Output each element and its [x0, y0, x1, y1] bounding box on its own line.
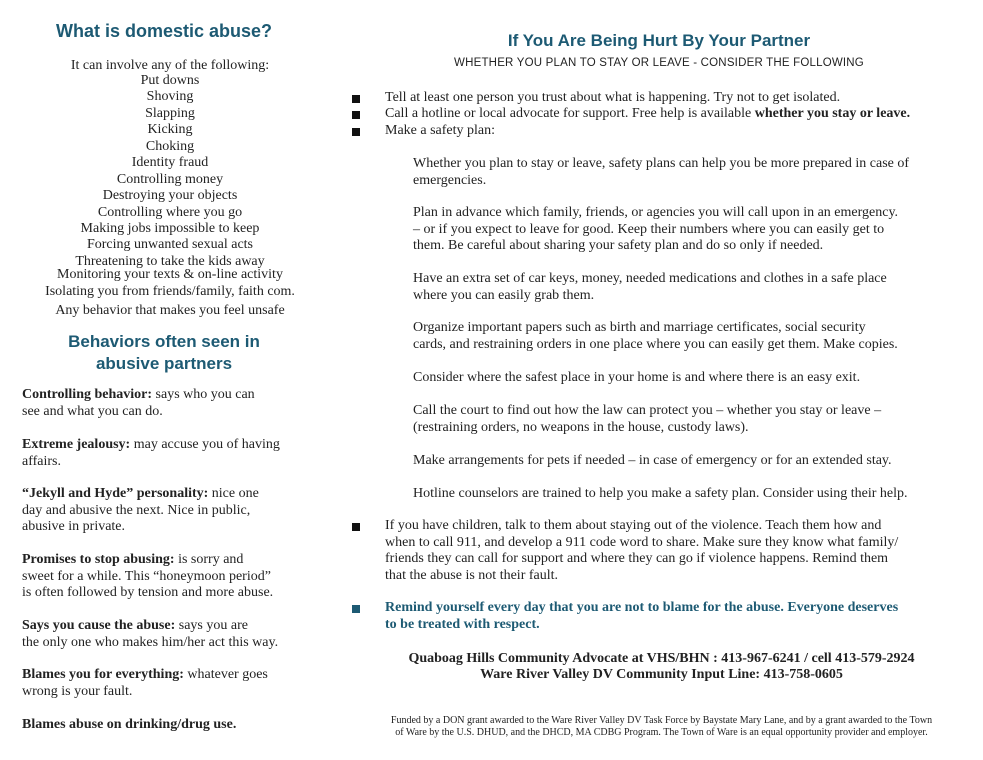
- safety-plan-line: Have an extra set of car keys, money, needed medications and clothes in a safe place: [413, 271, 887, 286]
- abuse-list-item: Destroying your objects: [102, 188, 238, 203]
- abuse-list-item: Choking: [145, 139, 195, 154]
- safety-plan-line: them. Be careful about sharing your safety plan and do so only if needed.: [413, 238, 824, 253]
- abuse-list-item: Shoving: [146, 89, 194, 104]
- bullet-call-hotline-text: Call a hotline or local advocate for support. Free help is available: [385, 106, 755, 121]
- safety-plan-line: emergencies.: [413, 172, 487, 188]
- safety-plan-line: Hotline counselors are trained to help you make a safety plan. Consider using their help.: [413, 486, 908, 501]
- behavior-description: says who you can: [152, 387, 255, 402]
- behavior-line: see and what you can do.: [22, 403, 163, 419]
- behaviors-title-line-1: Behaviors often seen in: [68, 332, 260, 351]
- funding-line-2: of Ware by the U.S. DHUD, and the DHCD, MA CDBG Program. The Town of Ware is an equal opportunity provider and employer.: [395, 727, 928, 738]
- bullet-marker: [352, 95, 360, 103]
- behavior-term: Extreme jealousy:: [22, 437, 131, 452]
- behavior-term: Blames abuse on drinking/drug use.: [22, 717, 237, 732]
- abuse-list-item: Making jobs impossible to keep: [80, 221, 260, 236]
- behavior-line: [22, 717, 322, 734]
- safety-plan-paragraph: [413, 403, 973, 436]
- behaviors-title-line-2: abusive partners: [95, 354, 233, 373]
- safety-plan-line: Organize important papers such as birth and marriage certificates, social security: [413, 320, 866, 335]
- behavior-entry: [22, 552, 322, 602]
- behavior-entry: [22, 618, 332, 651]
- contact-advocate: Quaboag Hills Community Advocate at VHS/BHN : 413-967-6241 / cell 413-579-2924: [408, 651, 915, 666]
- behavior-term: “Jekyll and Hyde” personality:: [22, 486, 209, 501]
- safety-plan-paragraph: [413, 453, 973, 470]
- behavior-line: [22, 486, 322, 503]
- bullet-marker: [352, 128, 360, 136]
- behavior-entry: [22, 387, 322, 420]
- bullet-call-hotline: [385, 106, 910, 123]
- behavior-description: says you are: [175, 618, 248, 633]
- abuse-list-item: Slapping: [145, 106, 195, 121]
- safety-plan-paragraph: [413, 486, 973, 503]
- abuse-list-item: Kicking: [147, 122, 193, 137]
- safety-plan-line: Call the court to find out how the law can protect you – whether you stay or leave –: [413, 403, 882, 418]
- children-line: that the abuse is not their fault.: [385, 567, 559, 583]
- bullet-marker: [352, 523, 360, 531]
- behavior-line: affairs.: [22, 453, 61, 469]
- hurt-partner-subtitle: WHETHER YOU PLAN TO STAY OR LEAVE - CONSIDER THE FOLLOWING: [454, 57, 864, 69]
- behavior-entry: [22, 667, 322, 700]
- abuse-list-item: Monitoring your texts & on-line activity: [57, 267, 283, 282]
- funding-note: [340, 715, 983, 739]
- behavior-description: may accuse you of having: [130, 437, 280, 452]
- abuse-list-item: Forcing unwanted sexual acts: [86, 237, 253, 252]
- behavior-description: nice one: [208, 486, 259, 501]
- safety-plan-line: Whether you plan to stay or leave, safety plans can help you be more prepared in case of: [413, 156, 910, 171]
- behavior-term: Says you cause the abuse:: [22, 618, 176, 633]
- behavior-line: is often followed by tension and more abuse.: [22, 585, 274, 600]
- safety-plan-line: where you can easily grab them.: [413, 287, 595, 303]
- abuse-list-item: Isolating you from friends/family, faith com.: [45, 284, 295, 299]
- abuse-list-item: Threatening to take the kids away: [75, 254, 265, 269]
- bullet-marker-teal: [352, 605, 360, 613]
- children-line: friends they can call for support and where they can go if violence happens. Remind them: [385, 551, 889, 566]
- bullet-tell-person: Tell at least one person you trust about what is happening. Try not to get isolated.: [385, 90, 841, 105]
- behavior-line: [22, 618, 332, 635]
- children-line: If you have children, talk to them about staying out of the violence. Teach them how and: [385, 518, 882, 533]
- behavior-line: [22, 552, 322, 569]
- hurt-partner-title: If You Are Being Hurt By Your Partner: [507, 31, 811, 50]
- children-paragraph: [385, 518, 975, 584]
- behavior-line: [22, 387, 322, 404]
- abuse-list-item: Any behavior that makes you feel unsafe: [55, 303, 285, 318]
- behavior-entry: [22, 486, 322, 536]
- domestic-abuse-title: What is domestic abuse?: [55, 21, 273, 41]
- behavior-term: Promises to stop abusing:: [22, 552, 175, 567]
- behavior-line: abusive in private.: [22, 519, 126, 534]
- behavior-line: the only one who makes him/her act this way.: [22, 634, 279, 650]
- domestic-abuse-intro: It can involve any of the following:: [70, 58, 270, 73]
- remind-line: to be treated with respect.: [385, 616, 540, 632]
- behavior-entry: [22, 717, 322, 734]
- behavior-line: [22, 667, 322, 684]
- safety-plan-line: Make arrangements for pets if needed – in case of emergency or for an extended stay.: [413, 453, 892, 468]
- funding-line-1: Funded by a DON grant awarded to the Ware River Valley DV Task Force by Baystate Mary Lane, and by a grant awarded to the Town: [390, 715, 933, 726]
- safety-plan-paragraph: [413, 205, 973, 255]
- behavior-term: Blames you for everything:: [22, 667, 184, 682]
- bullet-call-hotline-bold: whether you stay or leave.: [754, 106, 911, 121]
- behavior-line: wrong is your fault.: [22, 683, 133, 699]
- abuse-list-item: Controlling where you go: [97, 205, 243, 220]
- safety-plan-line: (restraining orders, no weapons in the house, custody laws).: [413, 419, 749, 435]
- bullet-marker: [352, 111, 360, 119]
- safety-plan-line: Consider where the safest place in your home is and where there is an easy exit.: [413, 370, 861, 385]
- behavior-line: sweet for a while. This “honeymoon period”: [22, 568, 271, 584]
- abuse-list-item: Identity fraud: [131, 155, 209, 170]
- remind-paragraph: [385, 600, 975, 633]
- safety-plan-paragraph: [413, 271, 973, 304]
- behavior-entry: [22, 437, 322, 470]
- children-line: when to call 911, and develop a 911 code word to share. Make sure they know what family/: [385, 534, 899, 550]
- safety-plan-paragraph: [413, 370, 973, 387]
- abuse-list-item: Put downs: [140, 73, 200, 88]
- behaviors-title: [0, 331, 328, 375]
- safety-plan-line: – or if you expect to leave for good. Keep their numbers where you can easily get to: [413, 221, 885, 237]
- behavior-term: Controlling behavior:: [22, 387, 153, 402]
- behavior-description: whatever goes: [183, 667, 268, 682]
- remind-line: Remind yourself every day that you are not to blame for the abuse. Everyone deserves: [385, 600, 899, 615]
- behavior-line: [22, 437, 322, 454]
- bullet-safety-plan: Make a safety plan:: [385, 123, 496, 138]
- abuse-list-item: Controlling money: [116, 172, 224, 187]
- contact-input-line: Ware River Valley DV Community Input Line: 413-758-0605: [480, 667, 843, 682]
- safety-plan-paragraph: [413, 320, 973, 353]
- safety-plan-line: Plan in advance which family, friends, or agencies you will call upon in an emergency.: [413, 205, 899, 220]
- safety-plan-line: cards, and restraining orders in one place where you can easily get them. Make copies.: [413, 336, 898, 352]
- safety-plan-paragraph: [413, 156, 973, 189]
- behavior-description: is sorry and: [174, 552, 244, 567]
- behavior-line: day and abusive the next. Nice in public,: [22, 502, 251, 518]
